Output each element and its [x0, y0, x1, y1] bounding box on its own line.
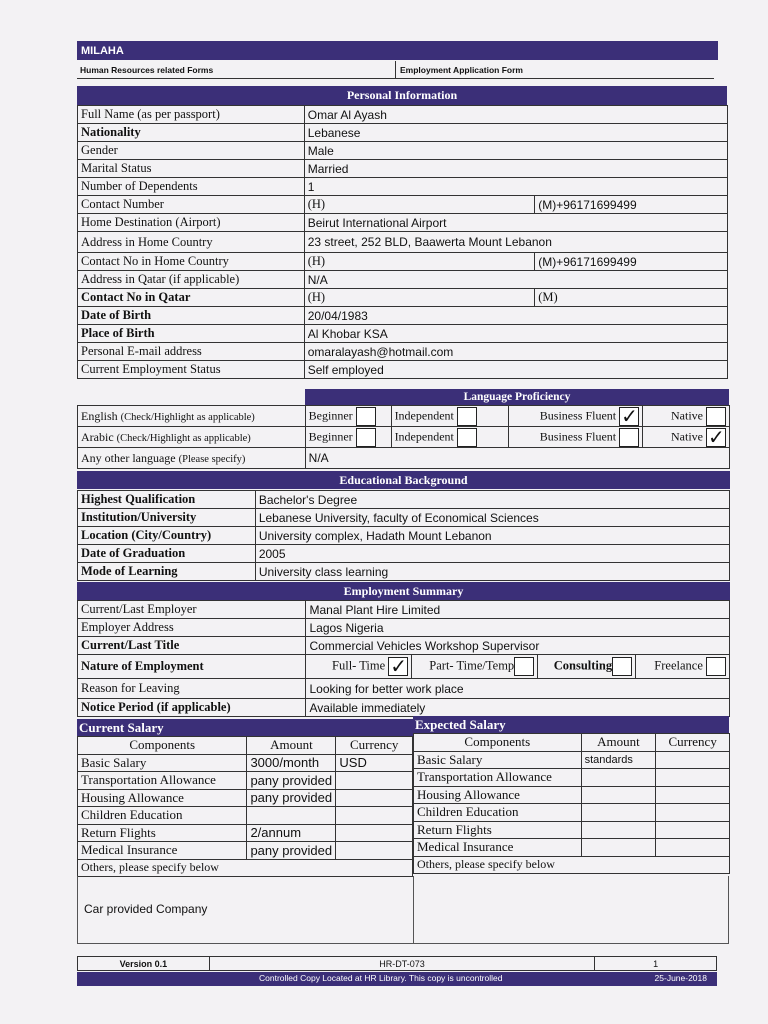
section-expected-salary: Expected Salary: [413, 716, 729, 733]
employment-status-field[interactable]: Self employed: [304, 361, 727, 379]
english-native-checkbox[interactable]: [706, 407, 726, 426]
arabic-independent-checkbox[interactable]: [457, 428, 477, 447]
table-row: Housing Allowance pany provided: [78, 789, 413, 807]
table-row: Nature of Employment Full- Time ✓ Part- Time/Temp Consulting Freelance: [78, 655, 730, 679]
freelance-checkbox[interactable]: [706, 657, 726, 676]
current-basic-currency[interactable]: USD: [336, 754, 413, 772]
gender-field[interactable]: Male: [304, 142, 727, 160]
table-row: Home Destination (Airport) Beirut International Airport: [78, 214, 728, 232]
table-row: Date of Birth 20/04/1983: [78, 307, 728, 325]
english-independent-checkbox[interactable]: [457, 407, 477, 426]
table-row: Basic Salary standards: [414, 751, 730, 769]
header-left: Human Resources related Forms: [77, 61, 395, 79]
full-time-checkbox[interactable]: [388, 657, 408, 676]
table-row: Components Amount Currency: [414, 734, 730, 752]
employer-address-field[interactable]: Lagos Nigeria: [306, 619, 730, 637]
version-label: Version 0.1: [78, 957, 210, 971]
employment-table: [77, 600, 730, 717]
company-name: MILAHA: [81, 44, 124, 57]
expected-basic-amount[interactable]: standards: [581, 751, 656, 769]
arabic-native-checkbox[interactable]: [706, 428, 726, 447]
section-current-salary: Current Salary: [77, 719, 413, 736]
table-row: Full Name (as per passport) Omar Al Ayash: [78, 106, 728, 124]
table-row: Medical Insurance: [414, 839, 730, 857]
dob-field[interactable]: 20/04/1983: [304, 307, 727, 325]
arabic-fluent-checkbox[interactable]: [619, 428, 639, 447]
current-salary-table: [77, 736, 413, 877]
section-language: Language Proficiency: [305, 389, 729, 405]
company-banner: [77, 41, 718, 60]
expected-salary-table: [413, 733, 730, 874]
qatar-contact-mobile-field[interactable]: (M): [535, 289, 728, 307]
personal-table: [77, 105, 728, 379]
table-row: Components Amount Currency: [78, 737, 413, 755]
others-note[interactable]: Car provided Company: [84, 902, 208, 916]
table-row: Address in Home Country 23 street, 252 BLD, Baawerta Mount Lebanon: [78, 232, 728, 253]
page-number: 1: [595, 957, 717, 971]
arabic-beginner-checkbox[interactable]: [356, 428, 376, 447]
table-row: Notice Period (if applicable) Available immediately: [78, 699, 730, 717]
current-transport-amount[interactable]: pany provided: [247, 772, 336, 790]
current-medical-amount[interactable]: pany provided: [247, 842, 336, 860]
table-row: Children Education: [414, 804, 730, 822]
footer-date: 25-June-2018: [654, 973, 707, 983]
english-beginner-checkbox[interactable]: [356, 407, 376, 426]
table-row: Arabic (Check/Highlight as applicable) Beginner Independent Business Fluent Native ✓: [78, 427, 730, 448]
table-row: Marital Status Married: [78, 160, 728, 178]
table-row: Location (City/Country) University complex, Hadath Mount Lebanon: [78, 527, 730, 545]
graduation-field[interactable]: 2005: [255, 545, 729, 563]
section-personal: Personal Information: [77, 86, 727, 105]
dependents-field[interactable]: 1: [304, 178, 727, 196]
table-row: Gender Male: [78, 142, 728, 160]
table-row: Return Flights 2/annum: [78, 824, 413, 842]
table-row: Reason for Leaving Looking for better work place: [78, 679, 730, 699]
pob-field[interactable]: Al Khobar KSA: [304, 325, 727, 343]
other-language-field[interactable]: N/A: [305, 448, 729, 469]
contact-mobile-field[interactable]: (M)+96171699499: [535, 196, 728, 214]
qualification-field[interactable]: Bachelor's Degree: [255, 491, 729, 509]
table-row: Others, please specify below: [414, 856, 730, 874]
table-row: Medical Insurance pany provided: [78, 842, 413, 860]
table-row: Contact Number (H) (M)+96171699499: [78, 196, 728, 214]
qatar-contact-home-field[interactable]: (H): [304, 289, 534, 307]
table-row: Any other language (Please specify) N/A: [78, 448, 730, 469]
email-field[interactable]: omaralayash@hotmail.com: [304, 343, 727, 361]
table-row: Housing Allowance: [414, 786, 730, 804]
language-table: [77, 405, 730, 469]
home-address-field[interactable]: 23 street, 252 BLD, Baawerta Mount Lebanon: [304, 232, 727, 253]
table-row: Place of Birth Al Khobar KSA: [78, 325, 728, 343]
home-destination-field[interactable]: Beirut International Airport: [304, 214, 727, 232]
current-basic-amount[interactable]: 3000/month: [247, 754, 336, 772]
table-row: Highest Qualification Bachelor's Degree: [78, 491, 730, 509]
section-education: Educational Background: [77, 471, 730, 489]
current-flights-amount[interactable]: 2/annum: [247, 824, 336, 842]
table-row: Address in Qatar (if applicable) N/A: [78, 271, 728, 289]
header-right: Employment Application Form: [395, 61, 714, 79]
table-row: Current/Last Title Commercial Vehicles Workshop Supervisor: [78, 637, 730, 655]
table-row: Return Flights: [414, 821, 730, 839]
table-row: Transportation Allowance pany provided: [78, 772, 413, 790]
table-row: [78, 957, 717, 971]
reason-field[interactable]: Looking for better work place: [306, 679, 730, 699]
table-row: Institution/University Lebanese University, faculty of Economical Sciences: [78, 509, 730, 527]
footer-band: [77, 972, 717, 986]
home-contact-mobile-field[interactable]: (M)+96171699499: [535, 253, 728, 271]
education-table: [77, 490, 730, 581]
footer-table: [77, 956, 717, 971]
table-row: Others, please specify below: [78, 859, 413, 877]
table-row: Number of Dependents 1: [78, 178, 728, 196]
consulting-checkbox[interactable]: [612, 657, 632, 676]
table-row: Personal E-mail address omaralayash@hotmail.com: [78, 343, 728, 361]
section-employment: Employment Summary: [77, 582, 730, 600]
others-area: [77, 876, 729, 944]
home-contact-home-field[interactable]: (H): [304, 253, 534, 271]
employer-field[interactable]: Manal Plant Hire Limited: [306, 601, 730, 619]
job-title-field[interactable]: Commercial Vehicles Workshop Supervisor: [306, 637, 730, 655]
english-fluent-checkbox[interactable]: [619, 407, 639, 426]
doc-code: HR-DT-073: [209, 957, 594, 971]
table-row: Nationality Lebanese: [78, 124, 728, 142]
learning-mode-field[interactable]: University class learning: [255, 563, 729, 581]
table-row: Contact No in Qatar (H) (M): [78, 289, 728, 307]
table-row: Contact No in Home Country (H) (M)+96171699499: [78, 253, 728, 271]
contact-home-field[interactable]: (H): [304, 196, 534, 214]
nationality-field[interactable]: Lebanese: [304, 124, 727, 142]
marital-field[interactable]: Married: [304, 160, 727, 178]
table-row: English (Check/Highlight as applicable) Beginner Independent Business Fluent ✓ Native: [78, 406, 730, 427]
table-row: Transportation Allowance: [414, 769, 730, 787]
part-time-checkbox[interactable]: [514, 657, 534, 676]
notice-field[interactable]: Available immediately: [306, 699, 730, 717]
controlled-copy-note: Controlled Copy Located at HR Library. This copy is uncontrolled: [259, 973, 503, 983]
table-row: Children Education: [78, 807, 413, 825]
qatar-address-field[interactable]: N/A: [304, 271, 727, 289]
table-row: Date of Graduation 2005: [78, 545, 730, 563]
table-row: Mode of Learning University class learning: [78, 563, 730, 581]
table-row: Basic Salary 3000/month USD: [78, 754, 413, 772]
location-field[interactable]: University complex, Hadath Mount Lebanon: [255, 527, 729, 545]
table-row: Current/Last Employer Manal Plant Hire Limited: [78, 601, 730, 619]
current-housing-amount[interactable]: pany provided: [247, 789, 336, 807]
table-row: Current Employment Status Self employed: [78, 361, 728, 379]
institution-field[interactable]: Lebanese University, faculty of Economical Sciences: [255, 509, 729, 527]
full-name-field[interactable]: Omar Al Ayash: [304, 106, 727, 124]
others-divider: [413, 876, 414, 943]
table-row: Employer Address Lagos Nigeria: [78, 619, 730, 637]
